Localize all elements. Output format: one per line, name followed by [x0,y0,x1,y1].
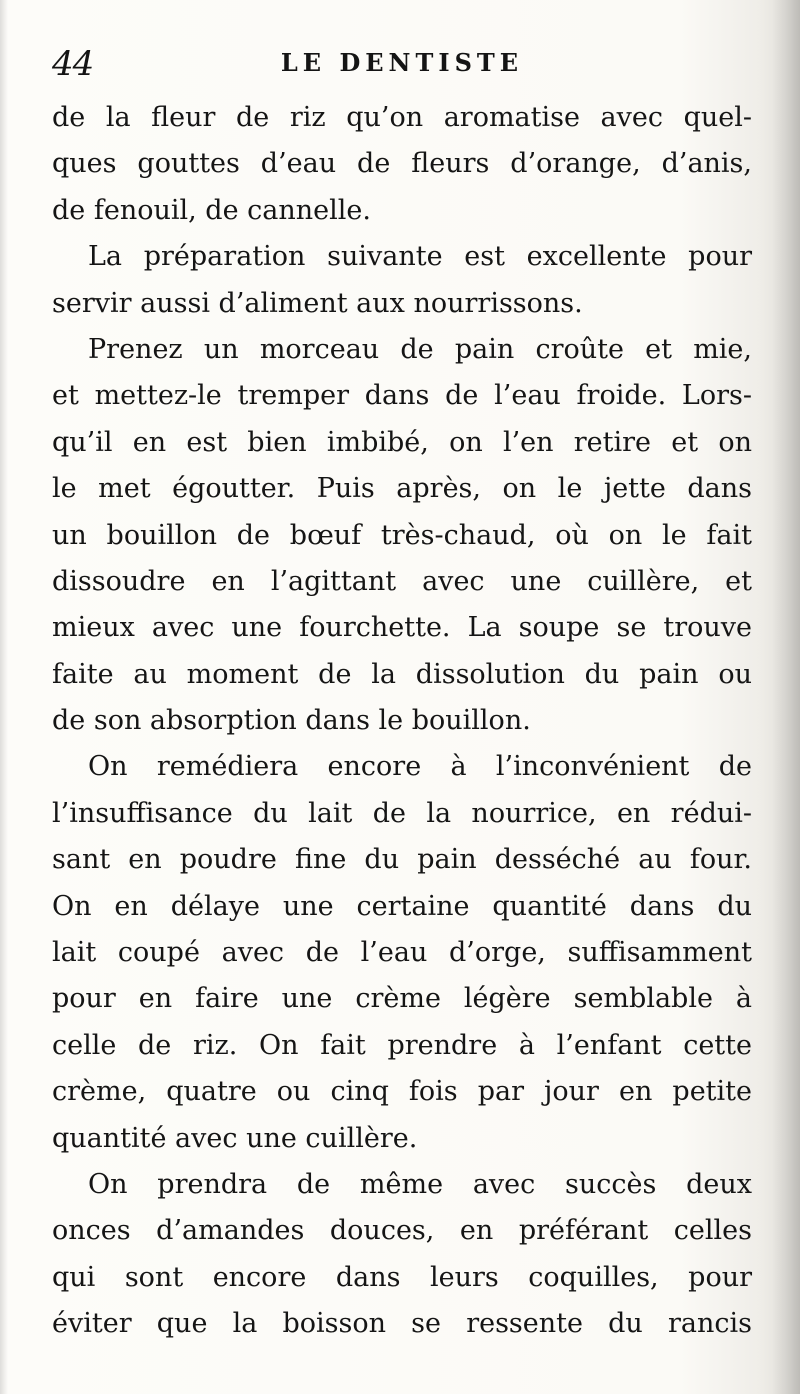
paragraph-first-line: La préparation suivante est excellente pour [88,241,752,273]
text-line: onces d’amandes douces, en préférant celles [52,1215,752,1247]
paragraph-first-line: Prenez un morceau de pain croûte et mie, [88,333,752,365]
running-head: LE DENTISTE [280,48,524,77]
page-gutter-shadow [0,0,8,1394]
text-line: un bouillon de bœuf très-chaud, où on le fait [52,519,752,551]
text-line: quantité avec une cuillère. [52,1122,418,1154]
page-edge-shadow [772,0,800,1394]
text-line: faite au moment de la dissolution du pain ou [52,658,752,690]
text-line: le met égoutter. Puis après, on le jette dans [52,473,752,505]
text-line: pour en faire une crème légère semblable à [52,983,752,1015]
page-header [52,44,752,90]
text-line: et mettez-le tremper dans de l’eau froide. Lors- [52,380,752,412]
paragraph-first-line: On remédiera encore à l’inconvénient de [88,751,752,783]
text-line: servir aussi d’aliment aux nourrissons. [52,287,583,319]
text-line: On en délaye une certaine quantité dans du [52,890,752,922]
body-text [52,95,752,1348]
text-line: ques gouttes d’eau de fleurs d’orange, d’anis, [52,148,752,180]
text-line: de la fleur de riz qu’on aromatise avec quel- [52,102,752,133]
text-line: lait coupé avec de l’eau d’orge, suffisamment [52,937,752,969]
text-line: crème, quatre ou cinq fois par jour en petite [52,1076,752,1108]
paragraph-first-line: On prendra de même avec succès deux [88,1168,752,1200]
text-line: de son absorption dans le bouillon. [52,705,531,737]
text-line: éviter que la boisson se ressente du rancis [52,1308,752,1340]
text-line: sant en poudre fine du pain desséché au four. [52,844,752,876]
page-number: 44 [52,44,94,84]
text-line: qui sont encore dans leurs coquilles, pour [52,1261,752,1293]
text-line: celle de riz. On fait prendre à l’enfant cette [52,1029,752,1061]
text-line: qu’il en est bien imbibé, on l’en retire et on [52,426,752,458]
text-line: dissoudre en l’agittant avec une cuillère, et [52,565,752,597]
text-line: de fenouil, de cannelle. [52,194,371,226]
text-line: l’insuffisance du lait de la nourrice, en rédui- [52,797,752,829]
text-line: mieux avec une fourchette. La soupe se trouve [52,612,752,644]
